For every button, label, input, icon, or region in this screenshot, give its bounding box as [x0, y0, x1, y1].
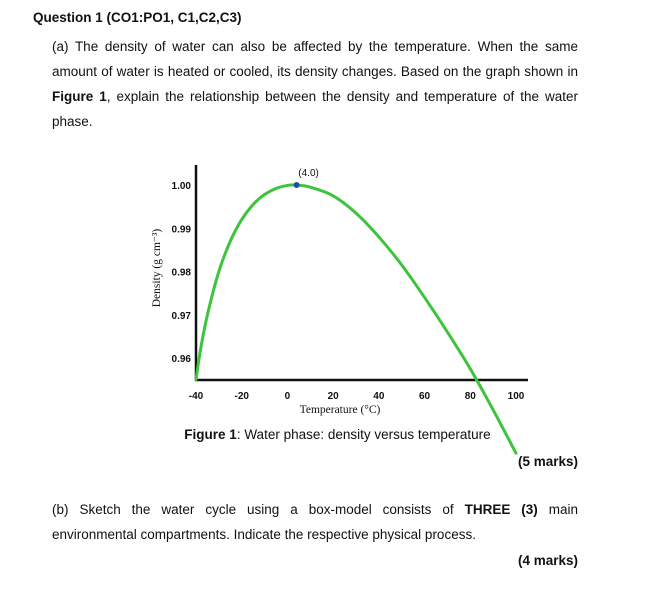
y-tick-label: 1.00	[171, 181, 191, 192]
figure-caption-text: : Water phase: density versus temperature	[236, 427, 491, 442]
part-b-text-1: Sketch the water cycle using a box-model consists of	[79, 502, 465, 517]
max-density-point	[294, 182, 300, 188]
figure-caption-label: Figure 1	[184, 427, 237, 442]
part-b-marks: (4 marks)	[517, 553, 578, 568]
part-b-text	[52, 497, 578, 547]
x-tick-label: 20	[327, 391, 339, 402]
figure-caption	[0, 427, 665, 442]
part-a-label: (a)	[52, 39, 69, 54]
x-axis-title: Temperature (°C)	[299, 404, 381, 416]
figure-reference: Figure 1	[52, 89, 107, 104]
y-tick-label: 0.96	[171, 354, 191, 365]
part-b-text-2: main environmental compartments. Indicate the respective physical process.	[52, 502, 578, 542]
y-tick-label: 0.98	[171, 267, 191, 279]
y-tick-label: 0.99	[171, 224, 191, 236]
x-tick-label: -40	[188, 391, 204, 402]
x-tick-label: 100	[507, 391, 525, 402]
x-tick-label: -20	[234, 391, 249, 402]
part-b-emphasis: THREE (3)	[464, 502, 538, 517]
question-title: Question 1 (CO1:PO1, C1,C2,C3)	[33, 10, 242, 25]
part-a-marks: (5 marks)	[517, 454, 578, 469]
y-axis-title: Density (g cm⁻³)	[151, 228, 163, 308]
part-a-text-1: The density of water can also be affected by the temperature. When the same amount of water is heated or cooled, its density changes. Based on the graph shown in	[52, 39, 578, 79]
x-tick-label: 40	[373, 391, 385, 402]
max-density-label: (4.0)	[298, 168, 319, 179]
x-tick-label: 80	[464, 391, 476, 402]
y-tick-label: 0.97	[171, 310, 191, 322]
x-tick-label: 60	[419, 391, 431, 402]
part-a-text-2: , explain the relationship between the density and temperature of the water phase.	[52, 89, 579, 129]
x-tick-label: 0	[284, 391, 291, 402]
part-b-label: (b)	[52, 502, 69, 517]
